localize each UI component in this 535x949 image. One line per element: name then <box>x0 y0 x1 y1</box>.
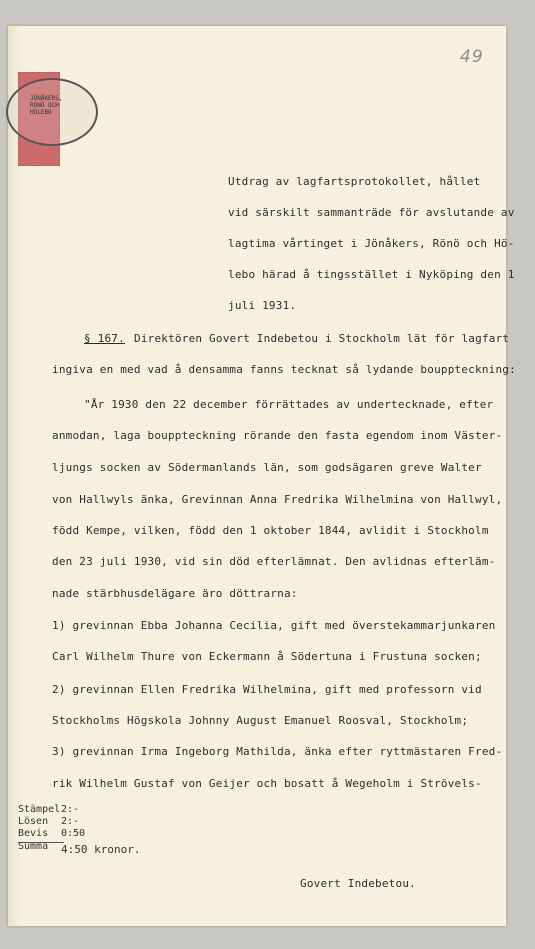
body-line: "År 1930 den 22 december förrättades av undertecknade, efter <box>84 398 494 411</box>
body-line: 3) grevinnan Irma Ingeborg Mathilda, änka efter ryttmästaren Fred- <box>52 745 503 758</box>
signature: Govert Indebetou. <box>300 877 416 890</box>
fee-total: 4:50 kronor. <box>61 843 141 856</box>
fee-label: Stämpel <box>18 804 61 815</box>
body-line: nade stärbhusdelägare äro döttrarna: <box>52 587 298 600</box>
body-line: ljungs socken av Södermanlands län, som godsägaren greve Walter <box>52 461 482 474</box>
heading-line: lebo härad å tingsstället i Nyköping den 1 <box>228 268 515 281</box>
heading-line: lagtima vårtinget i Jönåkers, Rönö och Hö- <box>228 237 515 250</box>
page-number: 49 <box>460 47 484 67</box>
section-number: § 167. <box>84 332 125 345</box>
seal-legend: JÖNÅKERS, RÖNÖ OCH HÖLEBO <box>30 95 63 116</box>
document-page <box>8 26 506 926</box>
body-line: von Hallwyls änka, Grevinnan Anna Fredrika Wilhelmina von Hallwyl, <box>52 493 503 506</box>
fee-label: Lösen <box>18 816 49 827</box>
body-line: rik Wilhelm Gustaf von Geijer och bosatt å Wegeholm i Strövels- <box>52 777 482 790</box>
body-line: Carl Wilhelm Thure von Eckermann å Södertuna i Frustuna socken; <box>52 650 482 663</box>
body-line: 2) grevinnan Ellen Fredrika Wilhelmina, gift med professorn vid <box>52 683 482 696</box>
heading-line: juli 1931. <box>228 299 297 312</box>
seal-text <box>30 95 72 125</box>
fee-label: Bevis <box>18 828 49 839</box>
fee-label: Summa <box>18 841 49 852</box>
body-line: Direktören Govert Indebetou i Stockholm lät för lagfart <box>134 332 510 345</box>
body-line: den 23 juli 1930, vid sin död efterlämnat. Den avlidnas efterläm- <box>52 555 496 568</box>
fee-value: 2:- <box>61 816 80 827</box>
body-line: 1) grevinnan Ebba Johanna Cecilia, gift med överstekammarjunkaren <box>52 619 496 632</box>
body-line: anmodan, laga bouppteckning rörande den fasta egendom inom Väster- <box>52 429 503 442</box>
fee-value: 2:- <box>61 804 80 815</box>
body-line: Stockholms Högskola Johnny August Emanuel Roosval, Stockholm; <box>52 714 469 727</box>
body-line: född Kempe, vilken, född den 1 oktober 1844, avlidit i Stockholm <box>52 524 489 537</box>
heading-line: vid särskilt sammanträde för avslutande av <box>228 206 515 219</box>
fee-value: 0:50 <box>61 828 86 839</box>
heading-line: Utdrag av lagfartsprotokollet, hållet <box>228 175 481 188</box>
body-line: ingiva en med vad å densamma fanns tecknat så lydande bouppteckning: <box>52 363 516 376</box>
